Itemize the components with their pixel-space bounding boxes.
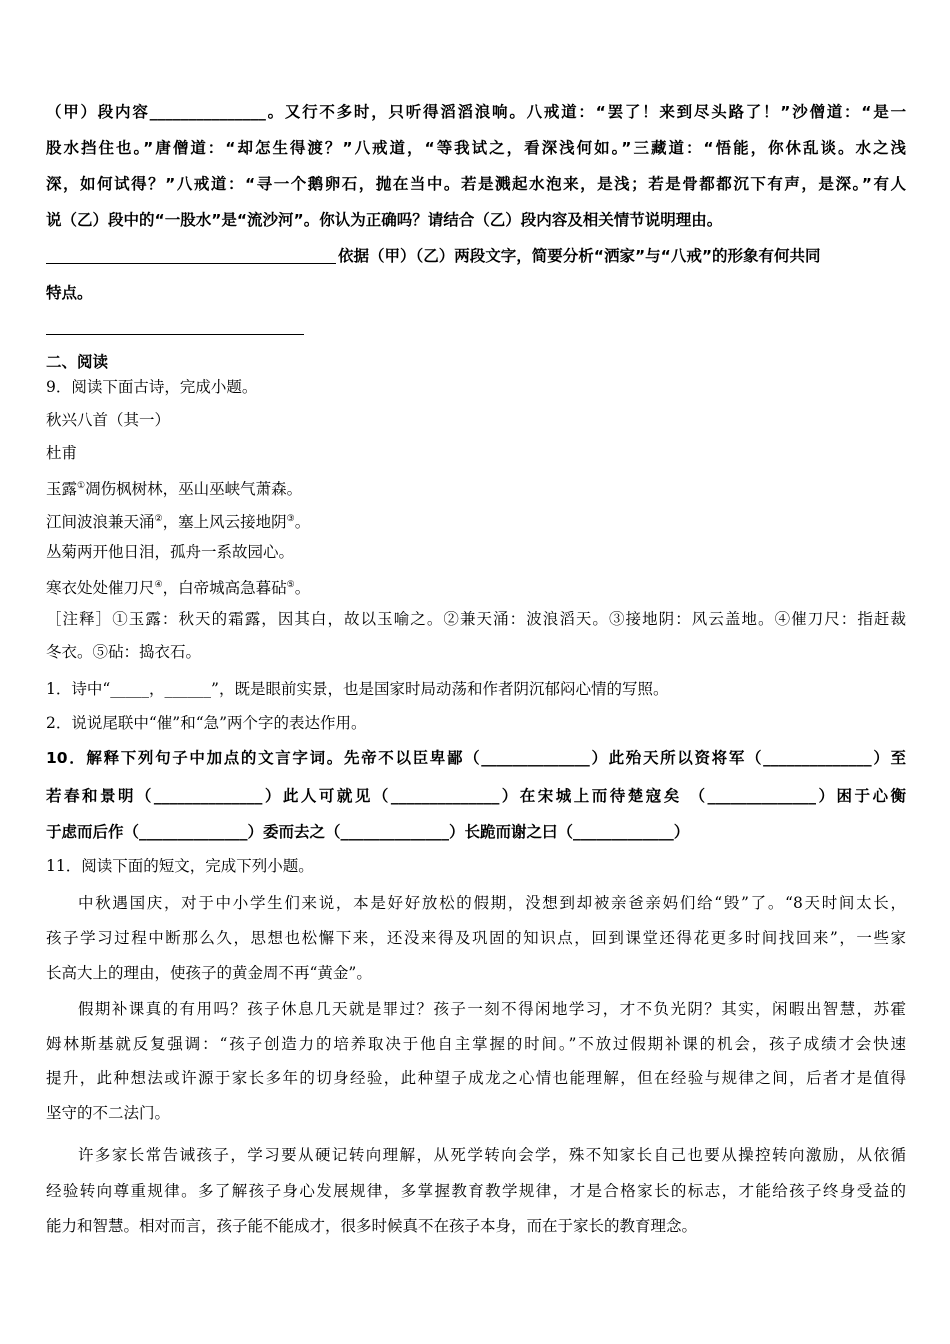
note-mark: ②: [154, 514, 163, 524]
passage-line: 姆林斯基就反复强调：“孩子创造力的培养取决于他自主掌握的时间。”不放过假期补课的机会，孩子成绩才会快速: [46, 1035, 906, 1053]
poem-line: [46, 574, 906, 599]
question-prompt: 11．阅读下面的短文，完成下列小题。: [46, 857, 314, 875]
text-line: 深，如何试得？”八戒道：“寻一个鹅卵石，抛在当中。若是溅起水泡来，是浅；若是骨都都沉下有声，是深。”有人: [46, 175, 906, 193]
t: 。: [294, 513, 311, 532]
passage-line: 假期补课真的有用吗？孩子休息几天就是罪过？孩子一刻不得闲地学习，才不负光阴？其实，闲暇出智慧，苏霍: [78, 1000, 906, 1018]
question-prompt: 9．阅读下面古诗，完成小题。: [46, 378, 258, 396]
sub-question: 2．说说尾联中“催”和“急”两个字的表达作用。: [46, 714, 367, 732]
answer-blank: [46, 334, 304, 335]
notes-line: ［注释］①玉露：秋天的霜露，因其白，故以玉喻之。②兼天涌：波浪滔天。③接地阴：风云盖地。④催刀尺：指赶裁: [46, 610, 906, 628]
t: ，白帝城高急暮砧: [162, 579, 287, 598]
answer-blank: [46, 263, 336, 264]
question-10-line: 若春和景明（______________）此人可就见（______________）在宋城上而待楚寇矣 （______________）困于心衡: [46, 787, 906, 805]
poem-author: 杜甫: [46, 444, 78, 462]
passage-line: 提升，此种想法或许源于家长多年的切身经验，此种望子成龙之心情也能理解，但在经验与规律之间，后者才是值得: [46, 1069, 906, 1087]
t: 玉露: [46, 480, 78, 499]
poem-title: 秋兴八首（其一）: [46, 411, 171, 429]
notes-line: 冬衣。⑤砧：捣衣石。: [46, 643, 202, 661]
sub-question: 1．诗中“_____，______”，既是眼前实景，也是国家时局动荡和作者阴沉郁闷心情的写照。: [46, 680, 669, 698]
t: 寒衣处处催刀尺: [46, 579, 155, 598]
note-mark: ③: [286, 514, 295, 524]
passage-line: 经验转向尊重规律。多了解孩子身心发展规律，多掌握教育教学规律，才是合格家长的标志，才能给孩子终身受益的: [46, 1182, 906, 1200]
question-10-line: 10．解释下列句子中加点的文言字词。先帝不以臣卑鄙（______________）此殆天所以资将军（______________）至: [46, 749, 906, 767]
passage-line: 能力和智慧。相对而言，孩子能不能成才，很多时候真不在孩子本身，而在于家长的教育理念。: [46, 1217, 698, 1235]
note-mark: ①: [77, 481, 86, 491]
t: 凋伤枫树林，巫山巫峡气萧森。: [85, 480, 303, 499]
passage-line: 坚守的不二法门。: [46, 1104, 171, 1122]
section-title: 二、阅读: [46, 353, 109, 371]
passage-line: 中秋遇国庆，对于中小学生们来说，本是好好放松的假期，没想到却被亲爸亲妈们给“毁”了。“8天时间太长，: [78, 894, 906, 912]
poem-line: 丛菊两开他日泪，孤舟一系故园心。: [46, 543, 295, 561]
passage-line: 孩子学习过程中断那么久，思想也松懈下来，还没来得及巩固的知识点，回到课堂还得花更多时间找回来”，一些家: [46, 929, 906, 947]
t: 。: [294, 579, 311, 598]
passage-line: 许多家长常告诫孩子，学习要从硬记转向理解，从死学转向会学，殊不知家长自己也要从操控转向激励，从依循: [78, 1146, 906, 1164]
passage-line: 长高大上的理由，使孩子的黄金周不再“黄金”。: [46, 964, 372, 982]
note-mark: ④: [154, 580, 163, 590]
poem-line: [46, 475, 906, 500]
text-line: 依据（甲）（乙）两段文字，简要分析“洒家”与“八戒”的形象有何共同: [338, 247, 821, 265]
text-line: 说（乙）段中的“一股水”是“流沙河”。你认为正确吗？请结合（乙）段内容及相关情节说明理由。: [46, 211, 723, 229]
note-mark: ⑤: [286, 580, 295, 590]
t: 江间波浪兼天涌: [46, 513, 155, 532]
poem-line: [46, 508, 906, 533]
t: ，塞上风云接地阴: [162, 513, 287, 532]
question-10-line: 于虑而后作（______________）委而去之（______________）长跪而谢之曰（_____________）: [46, 823, 690, 841]
text-line: 股水挡住也。”唐僧道：“却怎生得渡？”八戒道，“等我试之，看深浅何如。”三藏道：“悟能，你休乱谈。水之浅: [46, 139, 906, 157]
text-line: 特点。: [46, 284, 93, 302]
text-line: （甲）段内容_______________。又行不多时，只听得滔滔浪响。八戒道：“罢了！来到尽头路了！”沙僧道：“是一: [46, 103, 906, 121]
